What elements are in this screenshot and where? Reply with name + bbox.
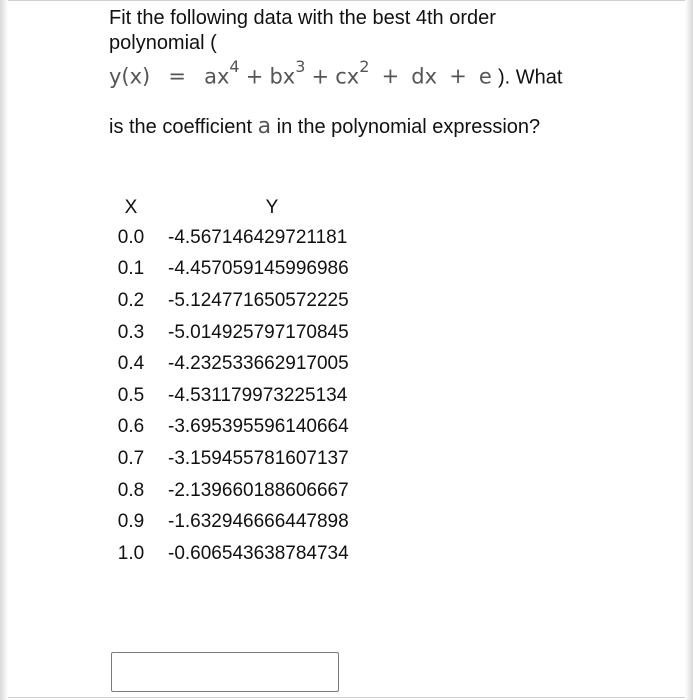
y-value: -5.014925797170845 <box>168 321 349 343</box>
table-row <box>106 538 388 570</box>
y-value: -5.124771650572225 <box>168 289 349 311</box>
y-value: -4.457059145996986 <box>168 258 349 280</box>
y-value: -4.232533662917005 <box>168 353 349 375</box>
x-value: 0.8 <box>117 479 145 501</box>
formula-exp-3: 3 <box>295 57 306 76</box>
x-value: 0.7 <box>117 447 145 469</box>
y-value: -2.139660188606667 <box>168 479 349 501</box>
question-line-3-pre: is the coefficient <box>109 116 253 138</box>
y-value: -1.632946666447898 <box>168 511 349 533</box>
table-row <box>106 285 388 317</box>
y-value: -3.159455781607137 <box>168 447 349 469</box>
formula-exp-2: 2 <box>359 57 370 76</box>
x-value: 0.2 <box>117 289 145 311</box>
x-value: 0.4 <box>117 353 145 375</box>
x-value: 0.3 <box>117 321 145 343</box>
formula-term-b: bx <box>269 64 296 89</box>
left-edge-shadow <box>0 0 8 700</box>
question-text <box>109 6 649 56</box>
formula-term-c: cx <box>335 64 360 89</box>
answer-input[interactable] <box>111 652 339 692</box>
table-row <box>106 317 388 349</box>
x-value: 1.0 <box>117 542 145 564</box>
table-row <box>106 380 388 412</box>
formula-term-d: dx <box>411 64 438 89</box>
question-line-2: polynomial ( <box>109 32 217 54</box>
question-line-1: Fit the following data with the best 4th order <box>109 7 496 29</box>
table-row <box>106 222 388 254</box>
x-value: 0.9 <box>117 511 145 533</box>
formula-equals: = <box>168 64 186 89</box>
header-x: X <box>124 197 138 218</box>
formula-plus-1: + <box>245 64 264 89</box>
formula-exp-4: 4 <box>229 57 240 76</box>
x-value: 0.1 <box>117 258 145 280</box>
header-y: Y <box>265 197 279 218</box>
formula-plus-3: + <box>381 64 400 89</box>
formula-term-e: e <box>478 64 492 89</box>
x-value: 0.0 <box>117 226 145 248</box>
y-value: -3.695395596140664 <box>168 416 349 438</box>
table-row <box>106 506 388 538</box>
table-row <box>106 254 388 286</box>
right-edge-shadow <box>685 0 693 700</box>
x-value: 0.5 <box>117 384 145 406</box>
coefficient-a: a <box>257 114 272 139</box>
y-value: -4.567146429721181 <box>168 226 348 248</box>
y-value: -4.531179973225134 <box>168 384 348 406</box>
data-table <box>106 194 388 570</box>
table-row <box>106 475 388 507</box>
y-value: -0.606543638784734 <box>168 542 349 564</box>
formula-plus-4: + <box>449 64 467 89</box>
question-line-3 <box>109 114 540 139</box>
x-value: 0.6 <box>117 416 145 438</box>
table-row <box>106 412 388 444</box>
polynomial-formula <box>109 57 563 89</box>
table-row <box>106 443 388 475</box>
formula-close: ). What <box>497 66 563 89</box>
question-line-3-post: in the polynomial expression? <box>276 116 541 138</box>
table-header-row <box>106 194 388 222</box>
formula-lhs: y(x) <box>109 64 151 89</box>
table-row <box>106 348 388 380</box>
formula-term-a: ax <box>204 64 230 89</box>
formula-plus-2: + <box>311 64 330 89</box>
